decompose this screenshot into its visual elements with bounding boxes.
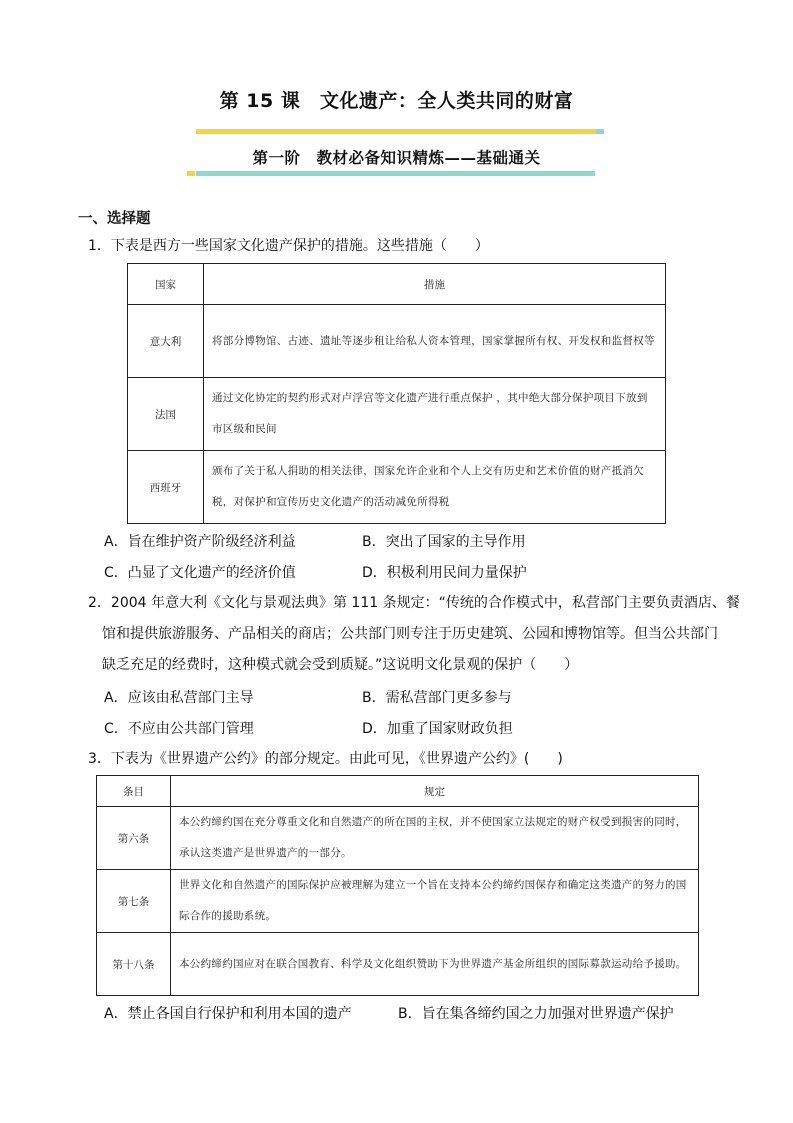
question-2-option-b[interactable]: B．需私营部门更多参与 [362, 690, 512, 706]
table-row [128, 378, 666, 451]
table-row-text: 本公约缔约国应对在联合国教育、科学及文化组织赞助下为世界遗产基金所组织的国际募款运动给予援助。 [171, 933, 699, 996]
table-row-label: 第六条 [97, 807, 171, 870]
table-header-row [128, 264, 666, 305]
question-3-option-a[interactable]: A．禁止各国自行保护和利用本国的遗产 [104, 1006, 352, 1022]
question-2-option-c[interactable]: C．不应由公共部门管理 [104, 721, 254, 737]
question-1-option-d[interactable]: D．积极利用民间力量保护 [362, 565, 527, 581]
table-header-country: 国家 [128, 264, 204, 305]
table-row-label: 意大利 [128, 305, 204, 378]
title-underline-accent [596, 129, 604, 134]
table-header-measure: 措施 [204, 264, 666, 305]
table-row [128, 305, 666, 378]
table-row-text: 将部分博物馆、古迹、遗址等逐步租让给私人资本管理，国家掌握所有权、开发权和监督权等 [204, 305, 666, 378]
table-row-label: 第十八条 [97, 933, 171, 996]
table-row [97, 807, 699, 870]
table-row-text: 世界文化和自然遗产的国际保护应被理解为建立一个旨在支持本公约缔约国保存和确定这类遗产的努力的国际合作的援助系统。 [171, 870, 699, 933]
question-1-option-c[interactable]: C．凸显了文化遗产的经济价值 [104, 565, 296, 581]
question-3-table [96, 775, 699, 996]
question-3-stem: 3．下表为《世界遗产公约》的部分规定。由此可见，《世界遗产公约》( ) [88, 751, 563, 767]
table-row [128, 451, 666, 524]
question-1-option-a[interactable]: A．旨在维护资产阶级经济利益 [104, 534, 296, 550]
table-row-label: 西班牙 [128, 451, 204, 524]
title-underline-yellow [196, 129, 603, 134]
question-2-stem-line-2: 馆和提供旅游服务、产品相关的商店；公共部门则专注于历史建筑、公园和博物馆等。但当公共部门 [102, 626, 718, 642]
question-2-option-d[interactable]: D．加重了国家财政负担 [362, 721, 513, 737]
subtitle-underline-teal [196, 171, 595, 176]
table-header-article: 条目 [97, 776, 171, 807]
table-row [97, 870, 699, 933]
table-row-text: 通过文化协定的契约形式对卢浮宫等文化遗产进行重点保护 ，其中绝大部分保护项目下放到市区级和民间 [204, 378, 666, 451]
question-3-option-b[interactable]: B．旨在集各缔约国之力加强对世界遗产保护 [398, 1006, 674, 1022]
table-row-text: 本公约缔约国在充分尊重文化和自然遗产的所在国的主权，并不使国家立法规定的财产权受到损害的同时，承认这类遗产是世界遗产的一部分。 [171, 807, 699, 870]
page-subtitle: 第一阶 教材必备知识精炼——基础通关 [252, 149, 541, 167]
table-row-label: 第七条 [97, 870, 171, 933]
question-2-stem-line-3: 缺乏充足的经费时，这种模式就会受到质疑。”这说明文化景观的保护（ ） [102, 657, 579, 673]
table-header-rule: 规定 [171, 776, 699, 807]
section-title: 一、选择题 [78, 211, 151, 227]
question-1-stem: 1．下表是西方一些国家文化遗产保护的措施。这些措施（ ） [88, 238, 489, 254]
question-2-stem-line-1: 2．2004 年意大利《文化与景观法典》第 111 条规定：“传统的合作模式中，私营部门主要负责酒店、餐 [88, 595, 740, 611]
table-row-label: 法国 [128, 378, 204, 451]
table-header-row [97, 776, 699, 807]
page-title: 第 15 课 文化遗产：全人类共同的财富 [219, 90, 574, 112]
table-row [97, 933, 699, 996]
table-row-text: 颁布了关于私人捐助的相关法律，国家允许企业和个人上交有历史和艺术价值的财产抵消欠税，对保护和宣传历史文化遗产的活动减免所得税 [204, 451, 666, 524]
question-2-option-a[interactable]: A．应该由私营部门主导 [104, 690, 254, 706]
question-1-option-b[interactable]: B．突出了国家的主导作用 [362, 534, 526, 550]
subtitle-underline-accent [187, 171, 195, 176]
question-1-table [127, 263, 666, 524]
